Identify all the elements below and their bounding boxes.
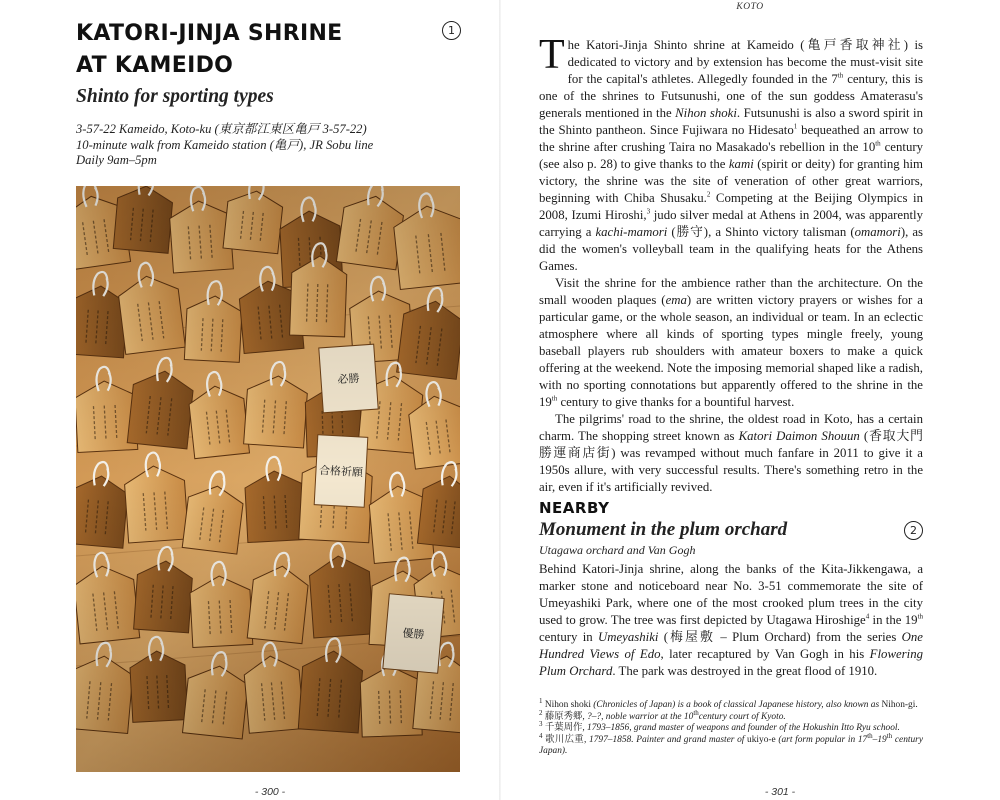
footnote-ref: 1 — [793, 122, 798, 131]
page-subtitle: Shinto for sporting types — [76, 86, 274, 107]
access-line: 10-minute walk from Kameido station (亀戸), JR Sobu line — [76, 137, 374, 152]
practical-info — [76, 122, 456, 169]
title-line-2: AT KAMEIDO — [76, 53, 234, 78]
article-paragraph-1: The Katori-Jinja Shinto shrine at Kameido (亀戸香取神社) is dedicated to victory and by extension has become the must-visit site for the capital's athletes. Allegedly founded in the 7th century, this is one of the shrines to Futsunushi, one of the sun goddess Amaterasu's generals mentioned in the Nihon shoki. Futsunushi is also a sword spirit in the Shinto pantheon. Since Fujiwara no Hidesato$^1$ bequeathed an arrow to the shrine after crushing Taira no Masakado's rebellion in the 10th century (see also p. 28) to give thanks to the kami (spirit or deity) for granting him victory, the shrine was the site of veneration of other great warriors, beginning with Chiba Shusaku.$^2$ Competing at the Beijing Olympics in 2008, Izumi Hiroshi,$^3$ judo silver medal at Athens in 2004, was apparently carrying a kachi-mamori (勝守), a Shinto victory talisman (omamori), as did the women's volleyball team in the qualifying heats for the Athens Games. — [539, 32, 924, 273]
page-number-left: - 300 - — [254, 786, 286, 798]
footnote-4: $^4$ 歌川広重, 1797–1858. Painter and grand master of ukiyo-e (art form popular in 17th–19th century Japan). — [539, 731, 923, 756]
hours-line: Daily 9am–5pm — [76, 153, 157, 167]
footnote-1: $^1$ Nihon shoki (Chronicles of Japan) is a book of classical Japanese history, also known as Nihon-gi. — [539, 696, 918, 710]
title-line-1: KATORI-JINJA SHRINE — [76, 21, 343, 46]
footnotes — [539, 696, 923, 758]
footnote-2: $^2$ 藤原秀郷, ?–?, noble warrior at the 10thcentury court of Kyoto. — [539, 708, 786, 722]
nearby-article — [539, 561, 923, 680]
running-head: KOTO — [736, 2, 764, 12]
page-number-right: - 301 - — [764, 786, 796, 798]
page-title — [76, 18, 406, 82]
ema-plaques-photo — [76, 186, 460, 772]
main-article — [539, 32, 924, 496]
nearby-subtitle: Utagawa orchard and Van Gogh — [539, 543, 696, 557]
footnote-ref: 4 — [865, 612, 870, 621]
address-line: 3-57-22 Kameido, Koto-ku (東京都江東区亀戸 3-57-22) — [76, 122, 367, 136]
footnote-ref: 3 — [646, 207, 651, 216]
entry-number-badge-2: 2 — [904, 521, 923, 540]
footnote-3: $^3$ 千葉周作, 1793–1856, grand master of weapons and founder of the Hokushin Itto Ryu school. — [539, 719, 900, 733]
footnote-ref: 2 — [706, 190, 711, 199]
right-page — [500, 0, 1000, 800]
drop-cap: T — [539, 32, 565, 78]
article-paragraph-3: The pilgrims' road to the shrine, the oldest road in Koto, has a certain charm. The shopping street known as Katori Daimon Shouun (香取大門勝運商店街) was revamped without much fanfare in 2011 to give it a 1950s allure, with very successful results. There's something retro in the air, even if it's artificially revived. — [539, 412, 923, 494]
article-paragraph-2: Visit the shrine for the ambience rather than the architecture. On the small wooden plaques (ema) are written victory prayers or wishes for a particular game, or the whole season, an individual or team. In an eclectic atmosphere where all kinds of sporting types mingle freely, young baseball players rub shoulders with amateur boxers to make a quick offering at the weekend. Note the imposing memorial shaped like a radish, with no sporting connotations but apparently offered to the shrine in the 19th century to give thanks for a bountiful harvest. — [539, 276, 923, 409]
nearby-paragraph: Behind Katori-Jinja shrine, along the banks of the Kita-Jikkengawa, a marker stone and noticeboard near No. 3-51 commemorate the site of Umeyashiki Park, where one of the most crooked plum trees in the city used to grow. The tree was first depicted by Utagawa Hiroshige$^4$ in the 19th century in Umeyashiki (梅屋敷 – Plum Orchard) from the series One Hundred Views of Edo, later recaptured by Van Gogh in his Flowering Plum Orchard. The park was destroyed in the great flood of 1910. — [539, 562, 924, 678]
entry-number-badge: 1 — [442, 21, 461, 40]
nearby-title: Monument in the plum orchard — [539, 519, 788, 540]
nearby-heading: NEARBY — [539, 499, 610, 517]
